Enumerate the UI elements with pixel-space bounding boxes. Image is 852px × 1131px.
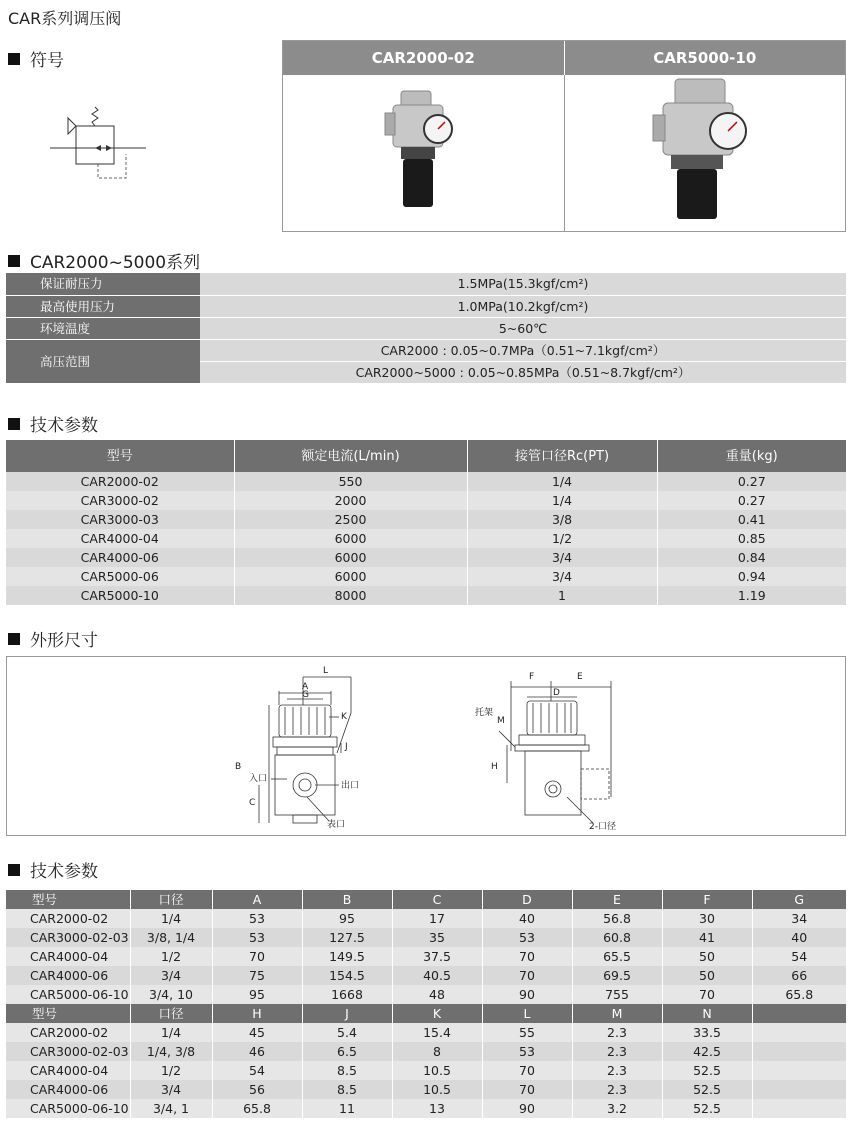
table-header-cell: D xyxy=(482,890,572,909)
table-cell: 55 xyxy=(482,1023,572,1042)
table-row xyxy=(6,567,846,586)
table-cell: CAR4000-06 xyxy=(6,548,234,567)
table-row xyxy=(6,947,846,966)
spec-label: 环境温度 xyxy=(6,317,200,339)
label-F: F xyxy=(529,672,535,682)
tech-col-weight: 重量(kg) xyxy=(657,440,846,472)
table-cell: 52.5 xyxy=(662,1080,752,1099)
table-cell: 8.5 xyxy=(302,1061,392,1080)
dimension-drawing xyxy=(6,656,846,836)
table-cell: 6000 xyxy=(234,548,467,567)
heading-square-icon xyxy=(8,864,20,876)
table-row xyxy=(6,491,846,510)
table-cell: CAR3000-02-03 xyxy=(6,1042,130,1061)
dims-heading-text: 技术参数 xyxy=(30,862,98,882)
table-cell: CAR4000-04 xyxy=(6,529,234,548)
table-header-cell xyxy=(752,1004,846,1023)
table-header-cell: 口径 xyxy=(130,890,212,909)
table-cell: 8.5 xyxy=(302,1080,392,1099)
table-cell: 1/2 xyxy=(467,529,657,548)
label-G: G xyxy=(302,690,309,700)
label-D: D xyxy=(553,688,560,698)
tech-table xyxy=(6,440,846,605)
table-header-cell: A xyxy=(212,890,302,909)
tech-col-model: 型号 xyxy=(6,440,234,472)
product-name-1: CAR2000-02 xyxy=(283,41,564,75)
spec-value: CAR2000~5000 : 0.05~0.85MPa（0.51~8.7kgf/cm²） xyxy=(200,361,846,383)
spec-value: 5~60℃ xyxy=(200,317,846,339)
table-cell: 550 xyxy=(234,472,467,491)
label-bracket: 托架 xyxy=(475,708,494,718)
table-cell: 154.5 xyxy=(302,966,392,985)
regulator-symbol-icon xyxy=(48,104,148,184)
table-header-cell: 型号 xyxy=(6,1004,130,1023)
table-cell xyxy=(752,1042,846,1061)
table-row xyxy=(6,548,846,567)
table-cell: 70 xyxy=(482,1080,572,1099)
table-cell: 52.5 xyxy=(662,1061,752,1080)
table-cell: CAR3000-03 xyxy=(6,510,234,529)
table-cell: 48 xyxy=(392,985,482,1004)
table-cell: 65.8 xyxy=(752,985,846,1004)
table-row xyxy=(6,586,846,605)
table-row xyxy=(6,1061,846,1080)
table-cell: 56 xyxy=(212,1080,302,1099)
table-cell: 6000 xyxy=(234,529,467,548)
table-cell: 34 xyxy=(752,909,846,928)
table-cell: CAR5000-06-10 xyxy=(6,985,130,1004)
table-cell: 2.3 xyxy=(572,1023,662,1042)
table-header-cell: E xyxy=(572,890,662,909)
table-cell: 1/2 xyxy=(130,1061,212,1080)
symbol-heading-text: 符号 xyxy=(30,51,64,71)
label-E: E xyxy=(577,672,583,682)
table-cell: 60.8 xyxy=(572,928,662,947)
spec-value: 1.0MPa(10.2kgf/cm²) xyxy=(200,295,846,317)
table-cell: 53 xyxy=(482,928,572,947)
spec-label: 高压范围 xyxy=(6,339,200,383)
table-cell: CAR2000-02 xyxy=(6,472,234,491)
table-cell: 50 xyxy=(662,966,752,985)
table-cell: 52.5 xyxy=(662,1099,752,1118)
product-panel xyxy=(282,40,846,232)
table-cell: 2.3 xyxy=(572,1080,662,1099)
table-cell: 69.5 xyxy=(572,966,662,985)
table-cell: 2.3 xyxy=(572,1061,662,1080)
series-heading-text: CAR2000~5000系列 xyxy=(30,253,201,273)
table-cell: 50 xyxy=(662,947,752,966)
table-header-cell: N xyxy=(662,1004,752,1023)
table-cell: 3/4 xyxy=(467,567,657,586)
table-cell: 53 xyxy=(482,1042,572,1061)
label-outlet: 出口 xyxy=(341,781,360,791)
table-cell: 755 xyxy=(572,985,662,1004)
product-name-2: CAR5000-10 xyxy=(564,41,846,75)
table-cell xyxy=(752,1061,846,1080)
table-header-cell: C xyxy=(392,890,482,909)
table-cell: 0.84 xyxy=(657,548,846,567)
table-cell: 3/4, 10 xyxy=(130,985,212,1004)
table-row xyxy=(6,1042,846,1061)
table-cell: 40 xyxy=(752,928,846,947)
table-row xyxy=(6,472,846,491)
tech-col-flow: 额定电流(L/min) xyxy=(234,440,467,472)
table-cell: 11 xyxy=(302,1099,392,1118)
series-heading xyxy=(8,248,200,273)
table-cell: 0.27 xyxy=(657,491,846,510)
table-cell: CAR2000-02 xyxy=(6,1023,130,1042)
table-cell: 1/4 xyxy=(130,1023,212,1042)
table-header-row xyxy=(6,890,846,909)
table-cell: 0.41 xyxy=(657,510,846,529)
table-cell: 65.5 xyxy=(572,947,662,966)
tech-col-port: 接管口径Rc(PT) xyxy=(467,440,657,472)
table-cell xyxy=(752,1023,846,1042)
table-cell: 54 xyxy=(752,947,846,966)
table-cell: 46 xyxy=(212,1042,302,1061)
table-cell: 2.3 xyxy=(572,1042,662,1061)
outline-heading xyxy=(8,626,98,651)
table-cell: 90 xyxy=(482,1099,572,1118)
table-cell: 1/2 xyxy=(130,947,212,966)
label-ports: 2-口径 xyxy=(589,822,616,832)
table-header-cell: K xyxy=(392,1004,482,1023)
table-row xyxy=(6,1080,846,1099)
table-cell: 15.4 xyxy=(392,1023,482,1042)
spec-label: 保证耐压力 xyxy=(6,273,200,295)
label-J: J xyxy=(345,742,348,752)
table-cell: CAR3000-02 xyxy=(6,491,234,510)
table-cell: 8000 xyxy=(234,586,467,605)
label-C: C xyxy=(249,798,256,808)
table-cell: 17 xyxy=(392,909,482,928)
table-cell: 1/4 xyxy=(467,491,657,510)
table-cell: 2500 xyxy=(234,510,467,529)
table-header-cell: G xyxy=(752,890,846,909)
table-cell: 42.5 xyxy=(662,1042,752,1061)
table-cell: 1/4 xyxy=(467,472,657,491)
table-row xyxy=(6,1023,846,1042)
table-row xyxy=(6,966,846,985)
table-row xyxy=(6,985,846,1004)
table-cell: 70 xyxy=(482,966,572,985)
table-cell: 3/4 xyxy=(130,966,212,985)
spec-table xyxy=(6,273,846,384)
table-cell: 66 xyxy=(752,966,846,985)
product-image-2 xyxy=(564,75,846,231)
label-L: L xyxy=(323,666,329,676)
table-header-cell: B xyxy=(302,890,392,909)
table-cell: CAR5000-06 xyxy=(6,567,234,586)
table-cell: 8 xyxy=(392,1042,482,1061)
table-cell: 70 xyxy=(482,1061,572,1080)
table-header-cell: 口径 xyxy=(130,1004,212,1023)
table-cell: 70 xyxy=(482,947,572,966)
label-A: A xyxy=(302,682,309,692)
table-header-cell: J xyxy=(302,1004,392,1023)
table-header-cell: L xyxy=(482,1004,572,1023)
spec-row xyxy=(6,317,846,339)
table-cell: 5.4 xyxy=(302,1023,392,1042)
table-cell: 10.5 xyxy=(392,1061,482,1080)
table-row xyxy=(6,909,846,928)
table-cell: 1 xyxy=(467,586,657,605)
table-cell xyxy=(752,1099,846,1118)
dims-heading xyxy=(8,857,98,882)
symbol-heading xyxy=(8,46,64,71)
table-cell: 127.5 xyxy=(302,928,392,947)
table-cell: 0.85 xyxy=(657,529,846,548)
table-cell: 0.94 xyxy=(657,567,846,586)
table-cell: 3/4 xyxy=(467,548,657,567)
table-cell: 56.8 xyxy=(572,909,662,928)
table-cell: 3/4 xyxy=(130,1080,212,1099)
table-cell: 70 xyxy=(212,947,302,966)
table-cell: 149.5 xyxy=(302,947,392,966)
dims-table xyxy=(6,890,846,1118)
table-cell: CAR2000-02 xyxy=(6,909,130,928)
table-header-cell: F xyxy=(662,890,752,909)
label-M: M xyxy=(497,716,505,726)
table-cell: 70 xyxy=(662,985,752,1004)
table-cell: 0.27 xyxy=(657,472,846,491)
tech-heading-text: 技术参数 xyxy=(30,416,98,436)
spec-value: CAR2000 : 0.05~0.7MPa（0.51~7.1kgf/cm²） xyxy=(200,339,846,361)
product-image-1 xyxy=(283,75,564,231)
table-cell: CAR5000-10 xyxy=(6,586,234,605)
table-cell: 30 xyxy=(662,909,752,928)
table-row xyxy=(6,1099,846,1118)
table-header-row xyxy=(6,1004,846,1023)
page-title: CAR系列调压阀 xyxy=(8,9,122,28)
table-cell: 37.5 xyxy=(392,947,482,966)
table-cell: 3/8, 1/4 xyxy=(130,928,212,947)
table-row xyxy=(6,510,846,529)
table-cell: 1.19 xyxy=(657,586,846,605)
heading-square-icon xyxy=(8,418,20,430)
table-cell: 40.5 xyxy=(392,966,482,985)
table-header-cell: 型号 xyxy=(6,890,130,909)
table-cell: 40 xyxy=(482,909,572,928)
tech-heading xyxy=(8,411,98,436)
spec-row xyxy=(6,295,846,317)
heading-square-icon xyxy=(8,255,20,267)
table-cell: 13 xyxy=(392,1099,482,1118)
spec-row xyxy=(6,339,846,361)
table-cell: 33.5 xyxy=(662,1023,752,1042)
table-cell: 1668 xyxy=(302,985,392,1004)
table-cell: 95 xyxy=(302,909,392,928)
outline-heading-text: 外形尺寸 xyxy=(30,631,98,651)
label-B: B xyxy=(235,762,242,772)
table-cell: 3/8 xyxy=(467,510,657,529)
table-cell: CAR3000-02-03 xyxy=(6,928,130,947)
dimension-drawing-svg xyxy=(7,657,845,835)
label-K: K xyxy=(341,712,347,722)
table-row xyxy=(6,529,846,548)
table-cell: CAR4000-04 xyxy=(6,947,130,966)
table-cell: CAR4000-04 xyxy=(6,1061,130,1080)
table-cell: 65.8 xyxy=(212,1099,302,1118)
table-cell: 95 xyxy=(212,985,302,1004)
spec-label: 最高使用压力 xyxy=(6,295,200,317)
heading-square-icon xyxy=(8,633,20,645)
table-header-cell: M xyxy=(572,1004,662,1023)
table-cell: 90 xyxy=(482,985,572,1004)
table-cell: 53 xyxy=(212,909,302,928)
table-cell: 1/4, 3/8 xyxy=(130,1042,212,1061)
table-cell: 6000 xyxy=(234,567,467,586)
table-cell: 53 xyxy=(212,928,302,947)
table-cell: CAR4000-06 xyxy=(6,1080,130,1099)
spec-row xyxy=(6,273,846,295)
table-cell: 6.5 xyxy=(302,1042,392,1061)
table-cell xyxy=(752,1080,846,1099)
table-cell: 3.2 xyxy=(572,1099,662,1118)
regulator-car5000-image xyxy=(565,75,846,231)
table-cell: 35 xyxy=(392,928,482,947)
label-inlet: 入口 xyxy=(249,774,268,784)
table-cell: 10.5 xyxy=(392,1080,482,1099)
table-cell: CAR4000-06 xyxy=(6,966,130,985)
table-cell: 3/4, 1 xyxy=(130,1099,212,1118)
table-cell: 41 xyxy=(662,928,752,947)
label-H: H xyxy=(491,762,498,772)
table-cell: 2000 xyxy=(234,491,467,510)
table-cell: 75 xyxy=(212,966,302,985)
table-cell: 1/4 xyxy=(130,909,212,928)
heading-square-icon xyxy=(8,53,20,65)
label-gauge-port: 表口 xyxy=(327,820,346,830)
table-cell: 45 xyxy=(212,1023,302,1042)
regulator-car2000-image xyxy=(283,75,564,231)
table-row xyxy=(6,928,846,947)
spec-value: 1.5MPa(15.3kgf/cm²) xyxy=(200,273,846,295)
table-cell: 54 xyxy=(212,1061,302,1080)
table-cell: CAR5000-06-10 xyxy=(6,1099,130,1118)
table-header-cell: H xyxy=(212,1004,302,1023)
